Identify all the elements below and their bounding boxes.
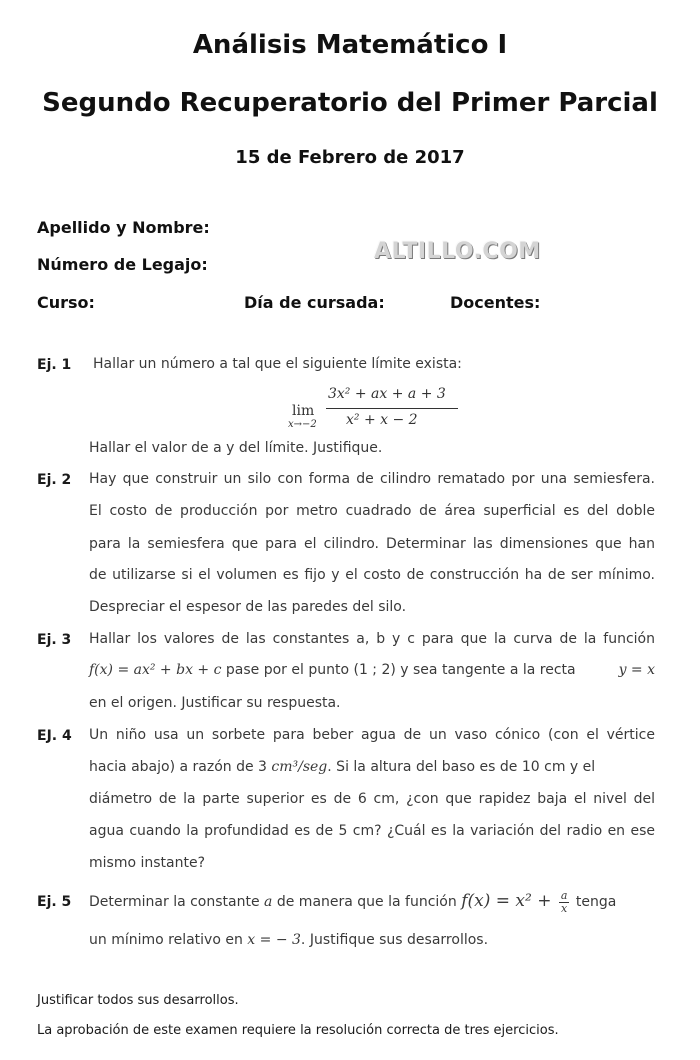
fraction-denominator: x xyxy=(561,901,568,915)
ej3-line2-text: pase por el punto (1 ; 2) y sea tangente a la recta xyxy=(221,662,576,678)
ej4-line2 xyxy=(89,759,655,775)
ej5-fraction xyxy=(559,890,570,915)
ej3-line3: en el origen. Justificar su respuesta. xyxy=(89,695,341,711)
ej4-line1: Un niño usa un sorbete para beber agua de un vaso cónico (con el vértice xyxy=(89,727,655,743)
limit-subscript: x→−2 xyxy=(288,419,317,430)
ej4-line4: agua cuando la profundidad es de 5 cm? ¿Cuál es la variación del radio en ese xyxy=(89,823,655,839)
exam-title: Análisis Matemático I xyxy=(192,30,508,60)
ej4-line5: mismo instante? xyxy=(89,855,206,871)
ej2-line: de utilizarse si el volumen es fijo y el costo de construcción ha de ser mínimo. xyxy=(89,567,655,583)
field-legajo: Número de Legajo: xyxy=(37,255,208,274)
line-equation: y = x xyxy=(618,662,655,678)
ej2-line: para la semiesfera que para el cilindro. Determinar las dimensiones que han xyxy=(89,536,655,552)
footer-note-1: Justificar todos sus desarrollos. xyxy=(37,993,239,1008)
ej2-line: Hay que construir un silo con forma de cilindro rematado por una semiesfera. xyxy=(89,471,655,487)
ej5-line1-a: Determinar la constante xyxy=(89,894,265,910)
ej2-line: Despreciar el espesor de las paredes del silo. xyxy=(89,599,407,615)
limit-numerator: 3x² + ax + a + 3 xyxy=(328,386,446,402)
limit-fraction-bar xyxy=(326,408,458,409)
limit-operator: lim xyxy=(292,403,315,419)
function-formula: f(x) = ax² + bx + c xyxy=(89,662,222,678)
ej4-line2-a: hacia abajo) a razón de 3 xyxy=(89,759,272,775)
rate-unit: cm³/seg xyxy=(271,759,328,775)
watermark: ALTILLO.COM xyxy=(374,239,541,264)
ej5-variable: a xyxy=(264,894,273,910)
ej5-line1-c: tenga xyxy=(571,894,617,910)
ej5-label: Ej. 5 xyxy=(37,894,72,910)
ej5-line2-a: un mínimo relativo en xyxy=(89,932,248,948)
exam-subtitle: Segundo Recuperatorio del Primer Parcial xyxy=(42,88,658,118)
ej5-line2-b: . Justifique sus desarrollos. xyxy=(300,932,489,948)
ej3-line1: Hallar los valores de las constantes a, b y c para que la curva de la función xyxy=(89,631,655,647)
field-apellido: Apellido y Nombre: xyxy=(37,218,210,237)
ej1-line1: Hallar un número a tal que el siguiente límite exista: xyxy=(93,356,462,372)
fraction-numerator: a xyxy=(560,888,568,902)
footer-note-2: La aprobación de este examen requiere la resolución correcta de tres ejercicios. xyxy=(37,1023,559,1038)
limit-denominator: x² + x − 2 xyxy=(346,412,418,428)
field-curso: Curso: xyxy=(37,293,95,312)
field-dia: Día de cursada: xyxy=(244,293,385,312)
ej5-line2 xyxy=(89,932,655,948)
ej1-label: Ej. 1 xyxy=(37,357,72,373)
ej3-label: Ej. 3 xyxy=(37,632,72,648)
ej4-line2-b: . Si la altura del baso es de 10 cm y el xyxy=(327,759,596,775)
ej4-label: EJ. 4 xyxy=(37,728,72,744)
ej5-line1-b: de manera que la función xyxy=(272,894,462,910)
ej5-function: f(x) = x² + xyxy=(461,891,557,911)
ej2-line: El costo de producción por metro cuadrado de área superficial es del doble xyxy=(89,503,655,519)
exam-date: 15 de Febrero de 2017 xyxy=(235,147,465,168)
ej3-line2 xyxy=(89,662,655,678)
ej4-line3: diámetro de la parte superior es de 6 cm, ¿con que rapidez baja el nivel del xyxy=(89,791,655,807)
field-docentes: Docentes: xyxy=(450,293,541,312)
ej1-line2: Hallar el valor de a y del límite. Justifique. xyxy=(89,440,383,456)
ej2-label: Ej. 2 xyxy=(37,472,72,488)
ej5-point: x = − 3 xyxy=(247,932,301,948)
ej5-line1 xyxy=(89,885,655,917)
